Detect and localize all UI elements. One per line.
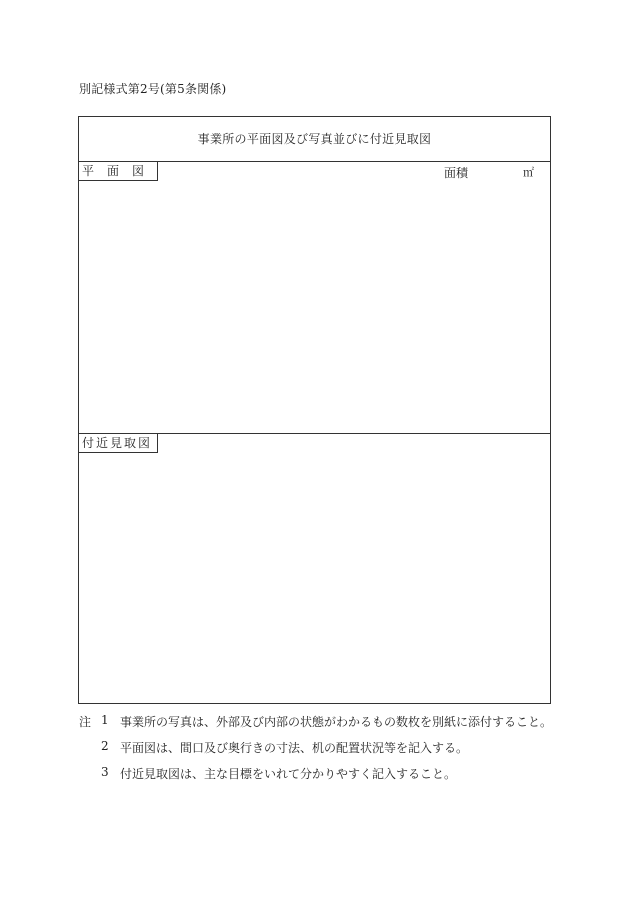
note-text: 事業所の写真は、外部及び内部の状態がわかるもの数枚を別紙に添付すること。 [120, 715, 553, 729]
notes [79, 713, 579, 791]
area-unit: ㎡ [523, 166, 534, 179]
floor-plan-section[interactable] [79, 161, 550, 433]
floor-plan-label: 平面図 [79, 162, 158, 181]
area-label: 面積 [444, 166, 469, 180]
form-id: 別記様式第2号(第5条関係) [79, 82, 227, 96]
note-item [79, 713, 579, 739]
note-item [79, 739, 579, 765]
note-text: 付近見取図は、主な目標をいれて分かりやすく記入すること。 [120, 767, 457, 781]
vicinity-map-label: 付近見取図 [79, 434, 158, 453]
vicinity-map-section[interactable] [79, 433, 550, 703]
note-text: 平面図は、間口及び奥行きの寸法、机の配置状況等を記入する。 [120, 741, 469, 755]
form-title: 事業所の平面図及び写真並びに付近見取図 [197, 132, 432, 146]
note-number: 3 [101, 765, 109, 779]
note-item [79, 765, 579, 791]
form-frame [78, 116, 551, 704]
note-number: 2 [101, 739, 109, 753]
note-number: 1 [101, 713, 109, 727]
notes-prefix: 注 [79, 715, 92, 729]
